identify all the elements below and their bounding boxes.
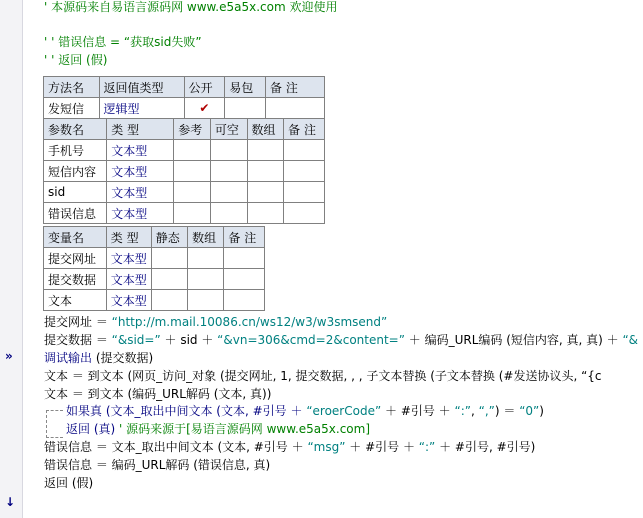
param-array-cell[interactable] — [247, 161, 284, 182]
code-text: 错误信息 ＝ 文本_取出中间文本 (文本, #引号 ＋ — [44, 440, 308, 454]
var-note-cell[interactable] — [224, 248, 265, 269]
method-header-return: 返回值类型 — [99, 77, 184, 98]
param-note-cell[interactable] — [284, 203, 325, 224]
param-ref-cell[interactable] — [174, 203, 211, 224]
method-header-public: 公开 — [184, 77, 225, 98]
param-header-note: 备 注 — [284, 119, 325, 140]
param-nullable-cell[interactable] — [210, 182, 247, 203]
var-type-cell[interactable]: 文本型 — [106, 248, 151, 269]
var-type-cell[interactable]: 文本型 — [106, 269, 151, 290]
block-guide — [46, 410, 63, 438]
code-line-return-true[interactable] — [66, 421, 370, 437]
method-table — [43, 76, 325, 119]
var-name-cell[interactable]: 提交网址 — [44, 248, 107, 269]
down-arrow-icon[interactable]: ↓ — [5, 495, 16, 509]
var-static-cell[interactable] — [151, 269, 187, 290]
function-name: 调试输出 — [44, 351, 93, 365]
code-text: ＋ sid ＋ — [160, 333, 218, 347]
code-text: ＋ #引号 ＋ — [345, 440, 419, 454]
variable-table — [43, 226, 265, 311]
public-check-icon[interactable]: ✔ — [184, 98, 225, 119]
param-name-cell[interactable]: 错误信息 — [44, 203, 107, 224]
code-text: ) — [539, 404, 544, 418]
param-table — [43, 118, 325, 224]
var-static-cell[interactable] — [151, 290, 187, 311]
code-line-debug[interactable] — [44, 350, 153, 366]
code-text: ) ＝ — [494, 404, 520, 418]
inline-comment: ' 源码来源于[易语言源码网 www.e5a5x.com] — [115, 422, 371, 436]
code-text: ＋ #引号, #引号) — [435, 440, 536, 454]
var-note-cell[interactable] — [224, 269, 265, 290]
string-literal: “&vn=306&cmd=2&content=” — [217, 333, 405, 347]
param-header-name: 参数名 — [44, 119, 107, 140]
string-literal: “:” — [418, 440, 436, 454]
code-line-url[interactable] — [44, 314, 387, 330]
var-static-cell[interactable] — [151, 248, 187, 269]
param-nullable-cell[interactable] — [210, 140, 247, 161]
var-type-cell[interactable]: 文本型 — [106, 290, 151, 311]
code-text: , — [471, 404, 479, 418]
code-line-fetch[interactable]: 文本 ＝ 到文本 (网页_访问_对象 (提交网址, 1, 提交数据, , , 子文本替换 (子文本替换 (#发送协议头, “{c — [44, 369, 602, 383]
method-note-cell[interactable] — [266, 98, 325, 119]
param-note-cell[interactable] — [284, 182, 325, 203]
header-comment: ' 本源码来自易语言源码网 www.e5a5x.com 欢迎使用 — [44, 0, 338, 14]
var-array-cell[interactable] — [188, 290, 224, 311]
param-array-cell[interactable] — [247, 140, 284, 161]
code-text: 如果真 (文本_取出中间文本 (文本, #引号 ＋ — [66, 404, 307, 418]
var-header-type: 类 型 — [106, 227, 151, 248]
var-header-note: 备 注 — [224, 227, 265, 248]
param-header-ref: 参考 — [174, 119, 211, 140]
string-literal: “& — [622, 333, 639, 347]
code-text: ＋ #引号 ＋ — [381, 404, 455, 418]
line-gutter — [0, 0, 23, 518]
var-array-cell[interactable] — [188, 269, 224, 290]
param-name-cell[interactable]: sid — [44, 182, 107, 203]
code-line-errmsg[interactable] — [44, 439, 535, 455]
param-ref-cell[interactable] — [174, 140, 211, 161]
param-type-cell[interactable]: 文本型 — [107, 161, 174, 182]
method-return-cell[interactable]: 逻辑型 — [99, 98, 184, 119]
var-name-cell[interactable]: 文本 — [44, 290, 107, 311]
comment-return-false: ' ' 返回 (假) — [44, 53, 108, 67]
code-text: ＋ 编码_URL编码 (短信内容, 真, 真) ＋ — [404, 333, 623, 347]
string-literal: “:” — [454, 404, 471, 418]
code-text: 提交数据 ＝ — [44, 333, 112, 347]
code-line-return-false[interactable]: 返回 (假) — [44, 476, 94, 490]
method-header-easypkg: 易包 — [225, 77, 266, 98]
code-text: 返回 (真) — [66, 422, 116, 436]
expand-arrow-icon[interactable]: » — [5, 349, 13, 363]
var-array-cell[interactable] — [188, 248, 224, 269]
code-text: 提交网址 ＝ — [44, 315, 112, 329]
var-note-cell[interactable] — [224, 290, 265, 311]
param-type-cell[interactable]: 文本型 — [107, 140, 174, 161]
param-nullable-cell[interactable] — [210, 161, 247, 182]
param-nullable-cell[interactable] — [210, 203, 247, 224]
string-literal: “,” — [478, 404, 495, 418]
param-note-cell[interactable] — [284, 140, 325, 161]
param-header-type: 类 型 — [107, 119, 174, 140]
param-array-cell[interactable] — [247, 182, 284, 203]
code-line-decode[interactable]: 文本 ＝ 到文本 (编码_URL解码 (文本, 真)) — [44, 387, 272, 401]
code-text: (提交数据) — [92, 351, 154, 365]
param-ref-cell[interactable] — [174, 182, 211, 203]
string-literal: “msg” — [307, 440, 346, 454]
code-line-if[interactable] — [66, 403, 544, 419]
comment-error-info: ' ' 错误信息 = “获取sid失败” — [44, 35, 202, 49]
var-header-array: 数组 — [188, 227, 224, 248]
string-literal: “0” — [519, 404, 540, 418]
param-ref-cell[interactable] — [174, 161, 211, 182]
code-line-errdecode[interactable]: 错误信息 ＝ 编码_URL解码 (错误信息, 真) — [44, 458, 271, 472]
param-header-nullable: 可空 — [210, 119, 247, 140]
param-name-cell[interactable]: 手机号 — [44, 140, 107, 161]
method-name-cell[interactable]: 发短信 — [44, 98, 100, 119]
string-literal: “&sid=” — [111, 333, 161, 347]
param-note-cell[interactable] — [284, 161, 325, 182]
param-name-cell[interactable]: 短信内容 — [44, 161, 107, 182]
param-array-cell[interactable] — [247, 203, 284, 224]
code-line-postdata[interactable] — [44, 332, 638, 348]
string-literal: “http://m.mail.10086.cn/ws12/w3/w3smsend” — [111, 315, 388, 329]
string-literal: “eroerCode” — [306, 404, 382, 418]
var-header-static: 静态 — [151, 227, 187, 248]
param-type-cell[interactable]: 文本型 — [107, 203, 174, 224]
var-name-cell[interactable]: 提交数据 — [44, 269, 107, 290]
param-header-array: 数组 — [247, 119, 284, 140]
method-easypkg-cell[interactable] — [225, 98, 266, 119]
var-header-name: 变量名 — [44, 227, 107, 248]
method-header-note: 备 注 — [266, 77, 325, 98]
method-header-name: 方法名 — [44, 77, 100, 98]
param-type-cell[interactable]: 文本型 — [107, 182, 174, 203]
